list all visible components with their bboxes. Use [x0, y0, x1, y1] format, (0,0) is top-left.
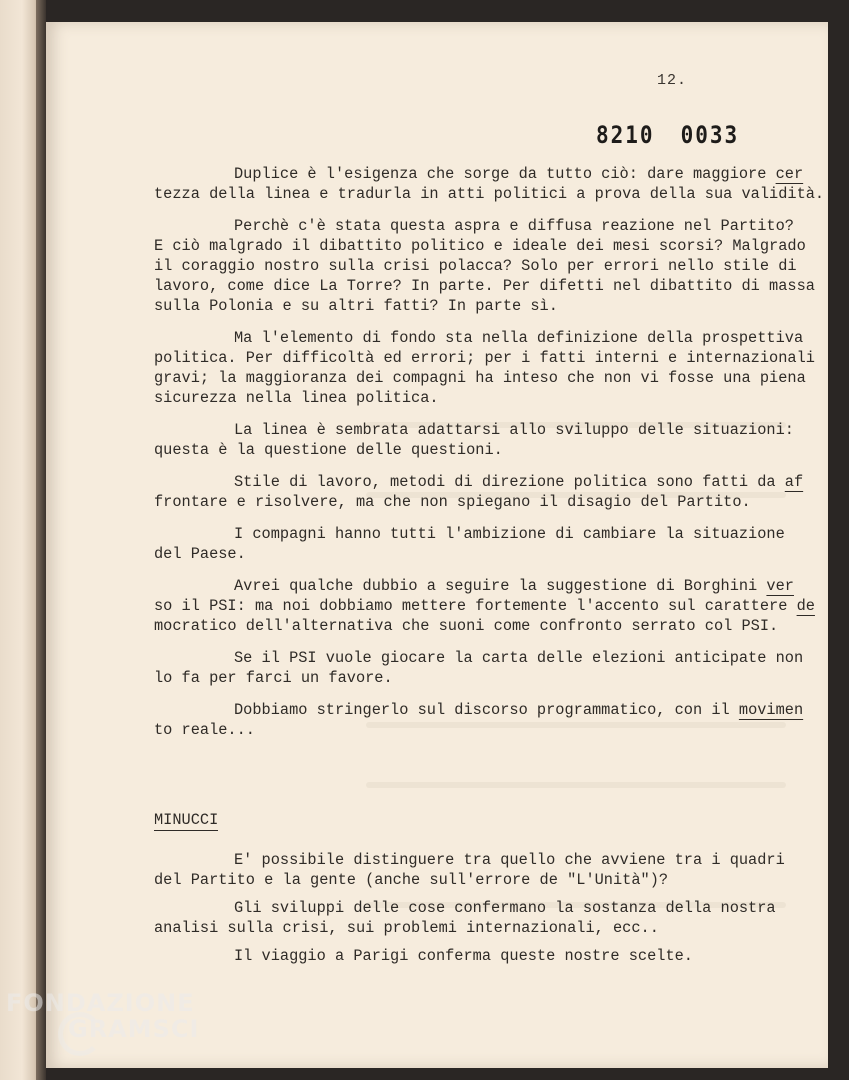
archive-stamp [596, 121, 739, 149]
paragraph [154, 898, 776, 938]
paragraph [154, 946, 754, 966]
text-line: tezza della linea e tradurla in atti politici a prova della sua validità. [154, 185, 825, 203]
paragraph [154, 164, 825, 204]
text-line: sicurezza nella linea politica. [154, 389, 439, 407]
binding-shadow [36, 0, 46, 1080]
text-line: E ciò malgrado il dibattito politico e ideale dei mesi scorsi? Malgrado [154, 237, 806, 255]
paragraph [154, 328, 815, 408]
watermark-g-logo [58, 1012, 102, 1056]
page-number: 12. [657, 72, 688, 89]
paragraph [154, 420, 794, 460]
text-line: I compagni hanno tutti l'ambizione di cambiare la situazione [234, 525, 785, 543]
text-line: questa è la questione delle questioni. [154, 441, 503, 459]
paragraph [154, 850, 785, 890]
stamp-part: 8210 [596, 121, 655, 149]
text-line: Avrei qualche dubbio a seguire la suggestione di Borghini ver [234, 577, 794, 595]
previous-page-edge [0, 0, 40, 1080]
text-line: mocratico dell'alternativa che suoni come confronto serrato col PSI. [154, 617, 779, 635]
text-line: Gli sviluppi delle cose confermano la sostanza della nostra [234, 899, 776, 917]
text-line: gravi; la maggioranza dei compagni ha inteso che non vi fosse una piena [154, 369, 806, 387]
text-line: Se il PSI vuole giocare la carta delle elezioni anticipate non [234, 649, 804, 667]
text-line: lo fa per farci un favore. [154, 669, 393, 687]
watermark [6, 990, 216, 1042]
text-line: politica. Per difficoltà ed errori; per i fatti interni e internazionali [154, 349, 815, 367]
text-line: sulla Polonia e su altri fatti? In parte sì. [154, 297, 558, 315]
text-line: La linea è sembrata adattarsi allo sviluppo delle situazioni: [234, 421, 794, 439]
text-line: Il viaggio a Parigi conferma queste nostre scelte. [234, 947, 693, 965]
bleed-through [366, 782, 786, 788]
text-line: del Partito e la gente (anche sull'errore de "L'Unità")? [154, 871, 669, 889]
text-line: Dobbiamo stringerlo sul discorso programmatico, con il movimen [234, 701, 804, 719]
speaker-heading: MINUCCI [154, 811, 219, 829]
stamp-part: 0033 [680, 121, 740, 149]
paragraph [154, 576, 815, 636]
text-line: to reale... [154, 721, 255, 739]
text-line: Stile di lavoro, metodi di direzione politica sono fatti da af [234, 473, 804, 491]
text-line: Ma l'elemento di fondo sta nella definizione della prospettiva [234, 329, 804, 347]
paragraph [154, 648, 804, 688]
text-line: Perchè c'è stata questa aspra e diffusa reazione nel Partito? [234, 217, 794, 235]
text-line: il coraggio nostro sulla crisi polacca? Solo per errori nello stile di [154, 257, 797, 275]
text-line: lavoro, come dice La Torre? In parte. Per difetti nel dibattito di massa [154, 277, 815, 295]
paragraph [154, 216, 815, 316]
paragraph [154, 472, 804, 512]
text-line: Duplice è l'esigenza che sorge da tutto ciò: dare maggiore cer [234, 165, 804, 183]
watermark-line: GRAMSCI [68, 1015, 200, 1043]
text-line: E' possibile distinguere tra quello che avviene tra i quadri [234, 851, 785, 869]
speaker-text [154, 850, 785, 974]
text-line: so il PSI: ma noi dobbiamo mettere fortemente l'accento sul carattere de [154, 597, 815, 615]
text-line: del Paese. [154, 545, 246, 563]
body-text [154, 164, 825, 752]
text-line: analisi sulla crisi, sui problemi internazionali, ecc.. [154, 919, 659, 937]
text-line: frontare e risolvere, ma che non spiegano il disagio del Partito. [154, 493, 751, 511]
paragraph [154, 700, 804, 740]
watermark-line: FONDAZIONE [6, 989, 195, 1017]
paragraph [154, 524, 785, 564]
